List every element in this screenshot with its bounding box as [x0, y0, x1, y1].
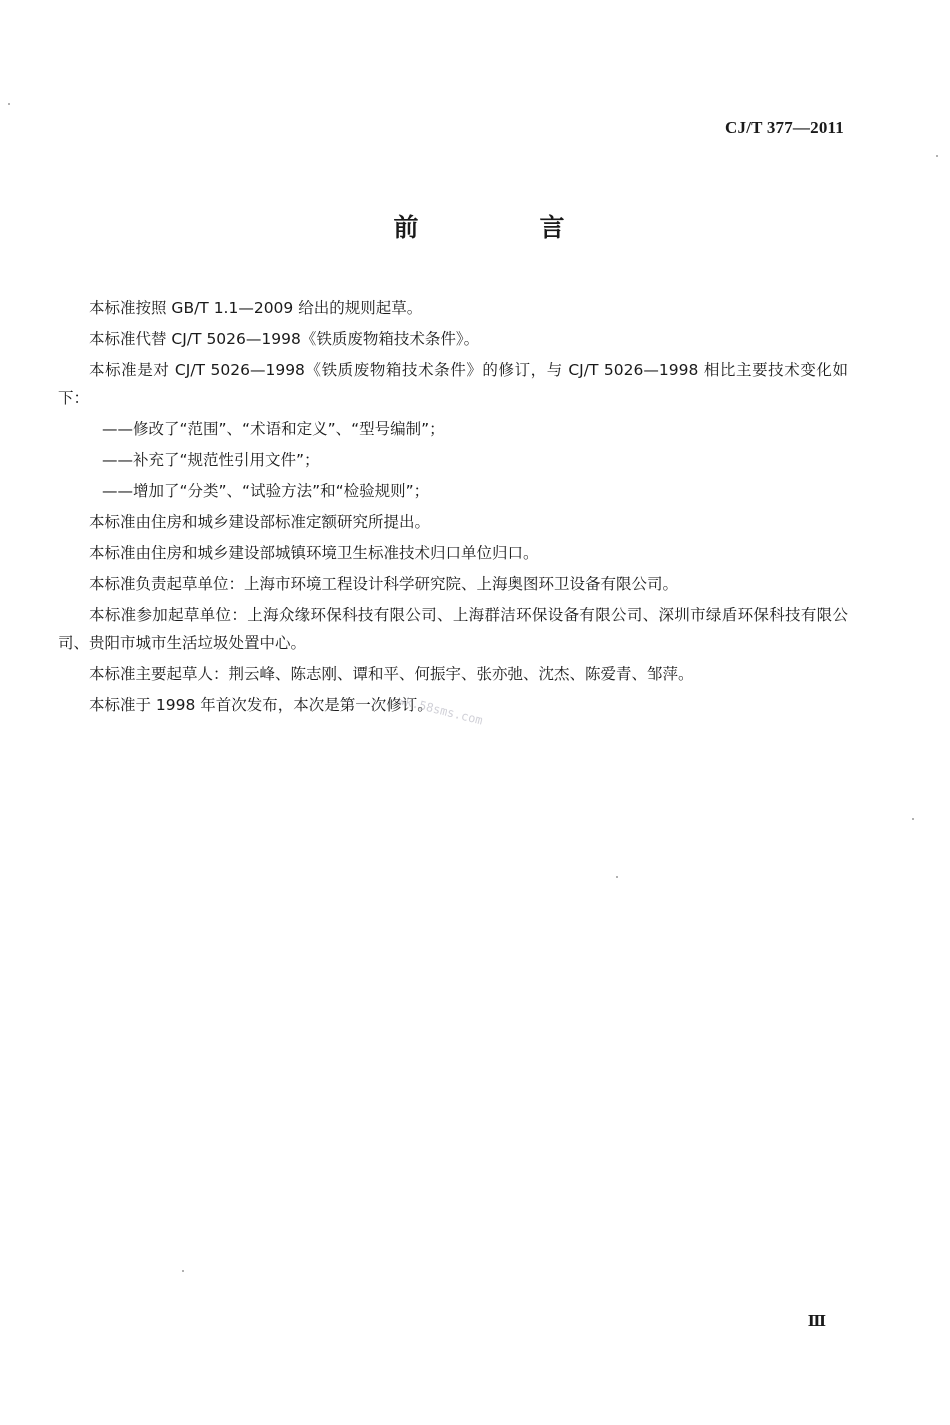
paragraph-revision-changes: 本标准是对 CJ/T 5026—1998《铁质废物箱技术条件》的修订，与 CJ/T 5026—1998 相比主要技术变化如下：	[58, 361, 848, 407]
scan-speck	[182, 1270, 184, 1272]
standard-code: CJ/T 377—2011	[725, 118, 844, 137]
paragraph-under-jurisdiction: 本标准由住房和城乡建设部城镇环境卫生标准技术归口单位归口。	[89, 544, 539, 562]
foreword-body	[58, 294, 848, 722]
paragraph-participating-drafters: 本标准参加起草单位：上海众缘环保科技有限公司、上海群洁环保设备有限公司、深圳市绿盾环保科技有限公司、贵阳市城市生活垃圾处置中心。	[58, 606, 848, 652]
paragraph-drafting-rules: 本标准按照 GB/T 1.1—2009 给出的规则起草。	[89, 299, 423, 317]
change-item-added: ——增加了“分类”、“试验方法”和“检验规则”；	[102, 482, 430, 500]
watermark: wk.58sms.com	[396, 693, 485, 728]
paragraph-main-drafters: 本标准主要起草人：荆云峰、陈志刚、谭和平、何振宇、张亦弛、沈杰、陈爱青、邹萍。	[89, 665, 694, 683]
change-item-modified: ——修改了“范围”、“术语和定义”、“型号编制”；	[102, 420, 445, 438]
page-number: Ⅲ	[807, 1314, 826, 1330]
change-item-supplemented: ——补充了“规范性引用文件”；	[102, 451, 320, 469]
paragraph-publication-history: 本标准于 1998 年首次发布，本次是第一次修订。	[89, 696, 433, 714]
page-title: 前 言	[393, 213, 613, 242]
paragraph-proposed-by: 本标准由住房和城乡建设部标准定额研究所提出。	[89, 513, 431, 531]
scan-speck	[616, 876, 618, 878]
scan-speck	[936, 155, 938, 157]
scan-speck	[8, 103, 10, 105]
paragraph-lead-drafters: 本标准负责起草单位：上海市环境工程设计科学研究院、上海奥图环卫设备有限公司。	[89, 575, 679, 593]
scan-speck	[912, 818, 914, 820]
paragraph-replaces: 本标准代替 CJ/T 5026—1998《铁质废物箱技术条件》。	[89, 330, 480, 348]
